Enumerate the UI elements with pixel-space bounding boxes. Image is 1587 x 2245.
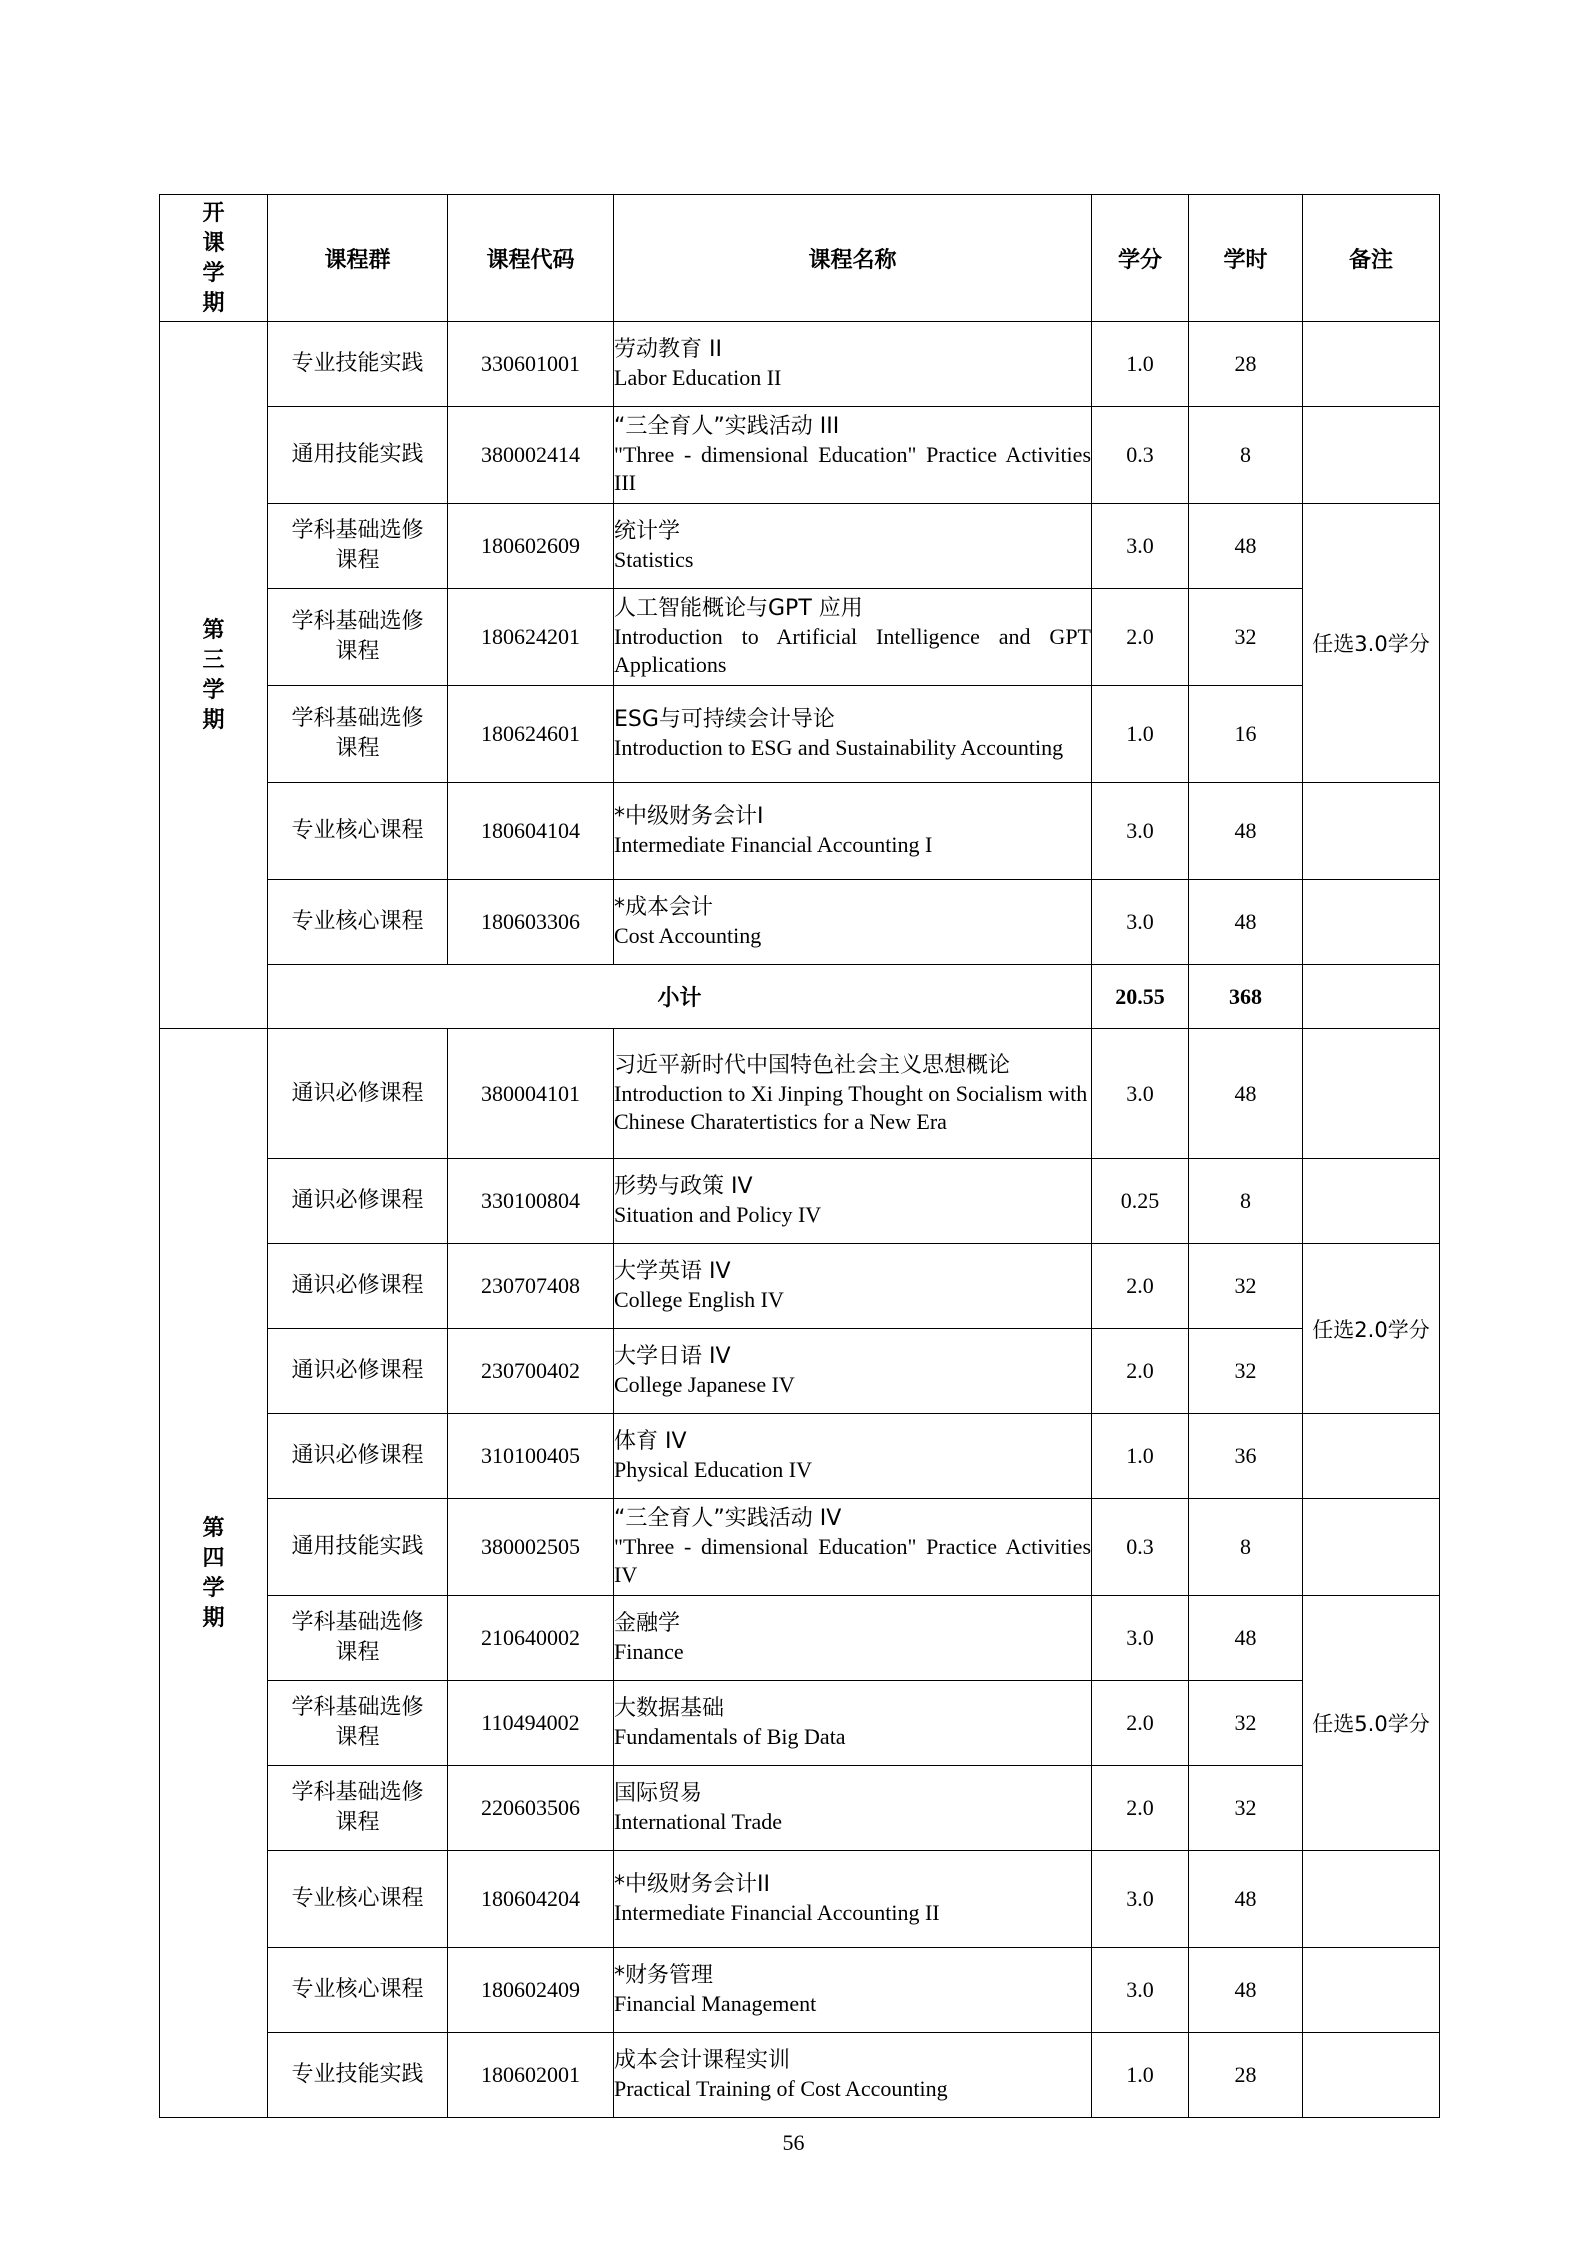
table-row	[160, 1159, 1440, 1244]
course-credits: 2.0	[1092, 1766, 1189, 1851]
table-row	[160, 1029, 1440, 1159]
course-hours: 8	[1189, 407, 1303, 504]
course-code: 310100405	[448, 1414, 614, 1499]
course-credits: 1.0	[1092, 686, 1189, 783]
table-header-row	[160, 195, 1440, 322]
course-hours: 48	[1189, 783, 1303, 880]
course-hours: 48	[1189, 1029, 1303, 1159]
header-hours: 学时	[1189, 195, 1303, 322]
course-credits: 1.0	[1092, 322, 1189, 407]
header-credits: 学分	[1092, 195, 1189, 322]
course-name: 劳动教育 II Labor Education II	[614, 322, 1092, 407]
course-credits: 1.0	[1092, 2033, 1189, 2118]
course-credits: 2.0	[1092, 1244, 1189, 1329]
table-row	[160, 1681, 1440, 1766]
course-group: 通识必修课程	[268, 1329, 448, 1414]
course-name: *中级财务会计I Intermediate Financial Accounting I	[614, 783, 1092, 880]
header-course-group: 课程群	[268, 195, 448, 322]
course-code: 380002414	[448, 407, 614, 504]
table-row	[160, 504, 1440, 589]
course-name: “三全育人”实践活动 IV "Three - dimensional Education" Practice Activities IV	[614, 1499, 1092, 1596]
table-row	[160, 1244, 1440, 1329]
course-hours: 48	[1189, 1596, 1303, 1681]
course-code: 180604204	[448, 1851, 614, 1948]
course-note	[1303, 1029, 1440, 1159]
course-code: 230700402	[448, 1329, 614, 1414]
course-hours: 32	[1189, 1766, 1303, 1851]
course-credits: 3.0	[1092, 1851, 1189, 1948]
page-number: 56	[782, 2130, 805, 2155]
term-4-label: 第 四 学 期	[160, 1029, 268, 2118]
course-note	[1303, 2033, 1440, 2118]
table-row	[160, 589, 1440, 686]
course-name: 国际贸易 International Trade	[614, 1766, 1092, 1851]
curriculum-table	[159, 194, 1440, 2118]
course-credits: 2.0	[1092, 1681, 1189, 1766]
course-group: 专业核心课程	[268, 1851, 448, 1948]
course-note	[1303, 880, 1440, 965]
course-group: 学科基础选修 课程	[268, 589, 448, 686]
course-group: 专业核心课程	[268, 1948, 448, 2033]
header-course-name: 课程名称	[614, 195, 1092, 322]
course-code: 180602409	[448, 1948, 614, 2033]
course-group: 专业技能实践	[268, 2033, 448, 2118]
course-credits: 0.3	[1092, 1499, 1189, 1596]
elective-note: 任选5.0学分	[1303, 1596, 1440, 1851]
course-code: 210640002	[448, 1596, 614, 1681]
course-code: 330100804	[448, 1159, 614, 1244]
course-code: 180603306	[448, 880, 614, 965]
course-credits: 3.0	[1092, 504, 1189, 589]
course-hours: 28	[1189, 322, 1303, 407]
subtotal-credits: 20.55	[1092, 965, 1189, 1029]
course-hours: 48	[1189, 1851, 1303, 1948]
table-row	[160, 686, 1440, 783]
table-row	[160, 1414, 1440, 1499]
table-row	[160, 2033, 1440, 2118]
course-note	[1303, 322, 1440, 407]
course-name: 习近平新时代中国特色社会主义思想概论 Introduction to Xi Jinping Thought on Socialism with Chinese Charatertistics for a New Era	[614, 1029, 1092, 1159]
table-row	[160, 407, 1440, 504]
course-hours: 32	[1189, 1681, 1303, 1766]
course-note	[1303, 783, 1440, 880]
course-credits: 2.0	[1092, 589, 1189, 686]
course-name: 成本会计课程实训 Practical Training of Cost Accounting	[614, 2033, 1092, 2118]
course-code: 180602609	[448, 504, 614, 589]
course-hours: 8	[1189, 1499, 1303, 1596]
course-name: 体育 IV Physical Education IV	[614, 1414, 1092, 1499]
table-row	[160, 1596, 1440, 1681]
course-note	[1303, 1499, 1440, 1596]
course-group: 学科基础选修 课程	[268, 686, 448, 783]
header-course-code: 课程代码	[448, 195, 614, 322]
course-name: *中级财务会计II Intermediate Financial Accounting II	[614, 1851, 1092, 1948]
course-code: 330601001	[448, 322, 614, 407]
course-hours: 48	[1189, 504, 1303, 589]
course-name: “三全育人”实践活动 III "Three - dimensional Education" Practice Activities III	[614, 407, 1092, 504]
course-note	[1303, 1159, 1440, 1244]
table-row	[160, 1851, 1440, 1948]
course-name: 形势与政策 IV Situation and Policy IV	[614, 1159, 1092, 1244]
course-group: 通识必修课程	[268, 1244, 448, 1329]
course-group: 学科基础选修 课程	[268, 1681, 448, 1766]
course-code: 220603506	[448, 1766, 614, 1851]
course-hours: 36	[1189, 1414, 1303, 1499]
course-hours: 32	[1189, 1329, 1303, 1414]
course-note	[1303, 1948, 1440, 2033]
header-notes: 备注	[1303, 195, 1440, 322]
table-row	[160, 1948, 1440, 2033]
course-code: 180602001	[448, 2033, 614, 2118]
language-elective-note: 任选2.0学分	[1303, 1244, 1440, 1414]
course-name: 大学英语 IV College English IV	[614, 1244, 1092, 1329]
course-name: *成本会计 Cost Accounting	[614, 880, 1092, 965]
table-row	[160, 322, 1440, 407]
course-code: 180624201	[448, 589, 614, 686]
table-row	[160, 1766, 1440, 1851]
subtotal-note	[1303, 965, 1440, 1029]
course-hours: 48	[1189, 1948, 1303, 2033]
table-row	[160, 1499, 1440, 1596]
course-credits: 3.0	[1092, 1029, 1189, 1159]
course-hours: 48	[1189, 880, 1303, 965]
course-name: 大数据基础 Fundamentals of Big Data	[614, 1681, 1092, 1766]
course-group: 通用技能实践	[268, 407, 448, 504]
subtotal-hours: 368	[1189, 965, 1303, 1029]
course-name: 金融学 Finance	[614, 1596, 1092, 1681]
course-note	[1303, 407, 1440, 504]
table-row	[160, 783, 1440, 880]
course-group: 学科基础选修 课程	[268, 1596, 448, 1681]
subtotal-label: 小计	[268, 965, 1092, 1029]
course-credits: 3.0	[1092, 880, 1189, 965]
course-hours: 16	[1189, 686, 1303, 783]
course-note	[1303, 1851, 1440, 1948]
course-hours: 8	[1189, 1159, 1303, 1244]
course-credits: 3.0	[1092, 783, 1189, 880]
course-credits: 0.3	[1092, 407, 1189, 504]
course-name: *财务管理 Financial Management	[614, 1948, 1092, 2033]
course-code: 180624601	[448, 686, 614, 783]
elective-note: 任选3.0学分	[1303, 504, 1440, 783]
course-group: 专业技能实践	[268, 322, 448, 407]
course-group: 通用技能实践	[268, 1499, 448, 1596]
course-group: 学科基础选修 课程	[268, 1766, 448, 1851]
course-credits: 3.0	[1092, 1948, 1189, 2033]
course-name: 统计学 Statistics	[614, 504, 1092, 589]
course-name: 大学日语 IV College Japanese IV	[614, 1329, 1092, 1414]
course-code: 230707408	[448, 1244, 614, 1329]
course-hours: 32	[1189, 589, 1303, 686]
course-hours: 28	[1189, 2033, 1303, 2118]
course-hours: 32	[1189, 1244, 1303, 1329]
table-row	[160, 880, 1440, 965]
course-group: 专业核心课程	[268, 880, 448, 965]
course-code: 110494002	[448, 1681, 614, 1766]
course-code: 180604104	[448, 783, 614, 880]
course-credits: 1.0	[1092, 1414, 1189, 1499]
table-row	[160, 1329, 1440, 1414]
course-group: 专业核心课程	[268, 783, 448, 880]
course-code: 380004101	[448, 1029, 614, 1159]
course-group: 通识必修课程	[268, 1414, 448, 1499]
course-note	[1303, 1414, 1440, 1499]
course-code: 380002505	[448, 1499, 614, 1596]
course-group: 学科基础选修 课程	[268, 504, 448, 589]
course-credits: 0.25	[1092, 1159, 1189, 1244]
course-credits: 2.0	[1092, 1329, 1189, 1414]
header-term: 开 课 学 期	[160, 195, 268, 322]
course-name: ESG与可持续会计导论 Introduction to ESG and Sustainability Accounting	[614, 686, 1092, 783]
course-name: 人工智能概论与GPT 应用 Introduction to Artificial Intelligence and GPT Applications	[614, 589, 1092, 686]
course-group: 通识必修课程	[268, 1159, 448, 1244]
course-group: 通识必修课程	[268, 1029, 448, 1159]
subtotal-row	[160, 965, 1440, 1029]
term-3-label: 第 三 学 期	[160, 322, 268, 1029]
course-credits: 3.0	[1092, 1596, 1189, 1681]
